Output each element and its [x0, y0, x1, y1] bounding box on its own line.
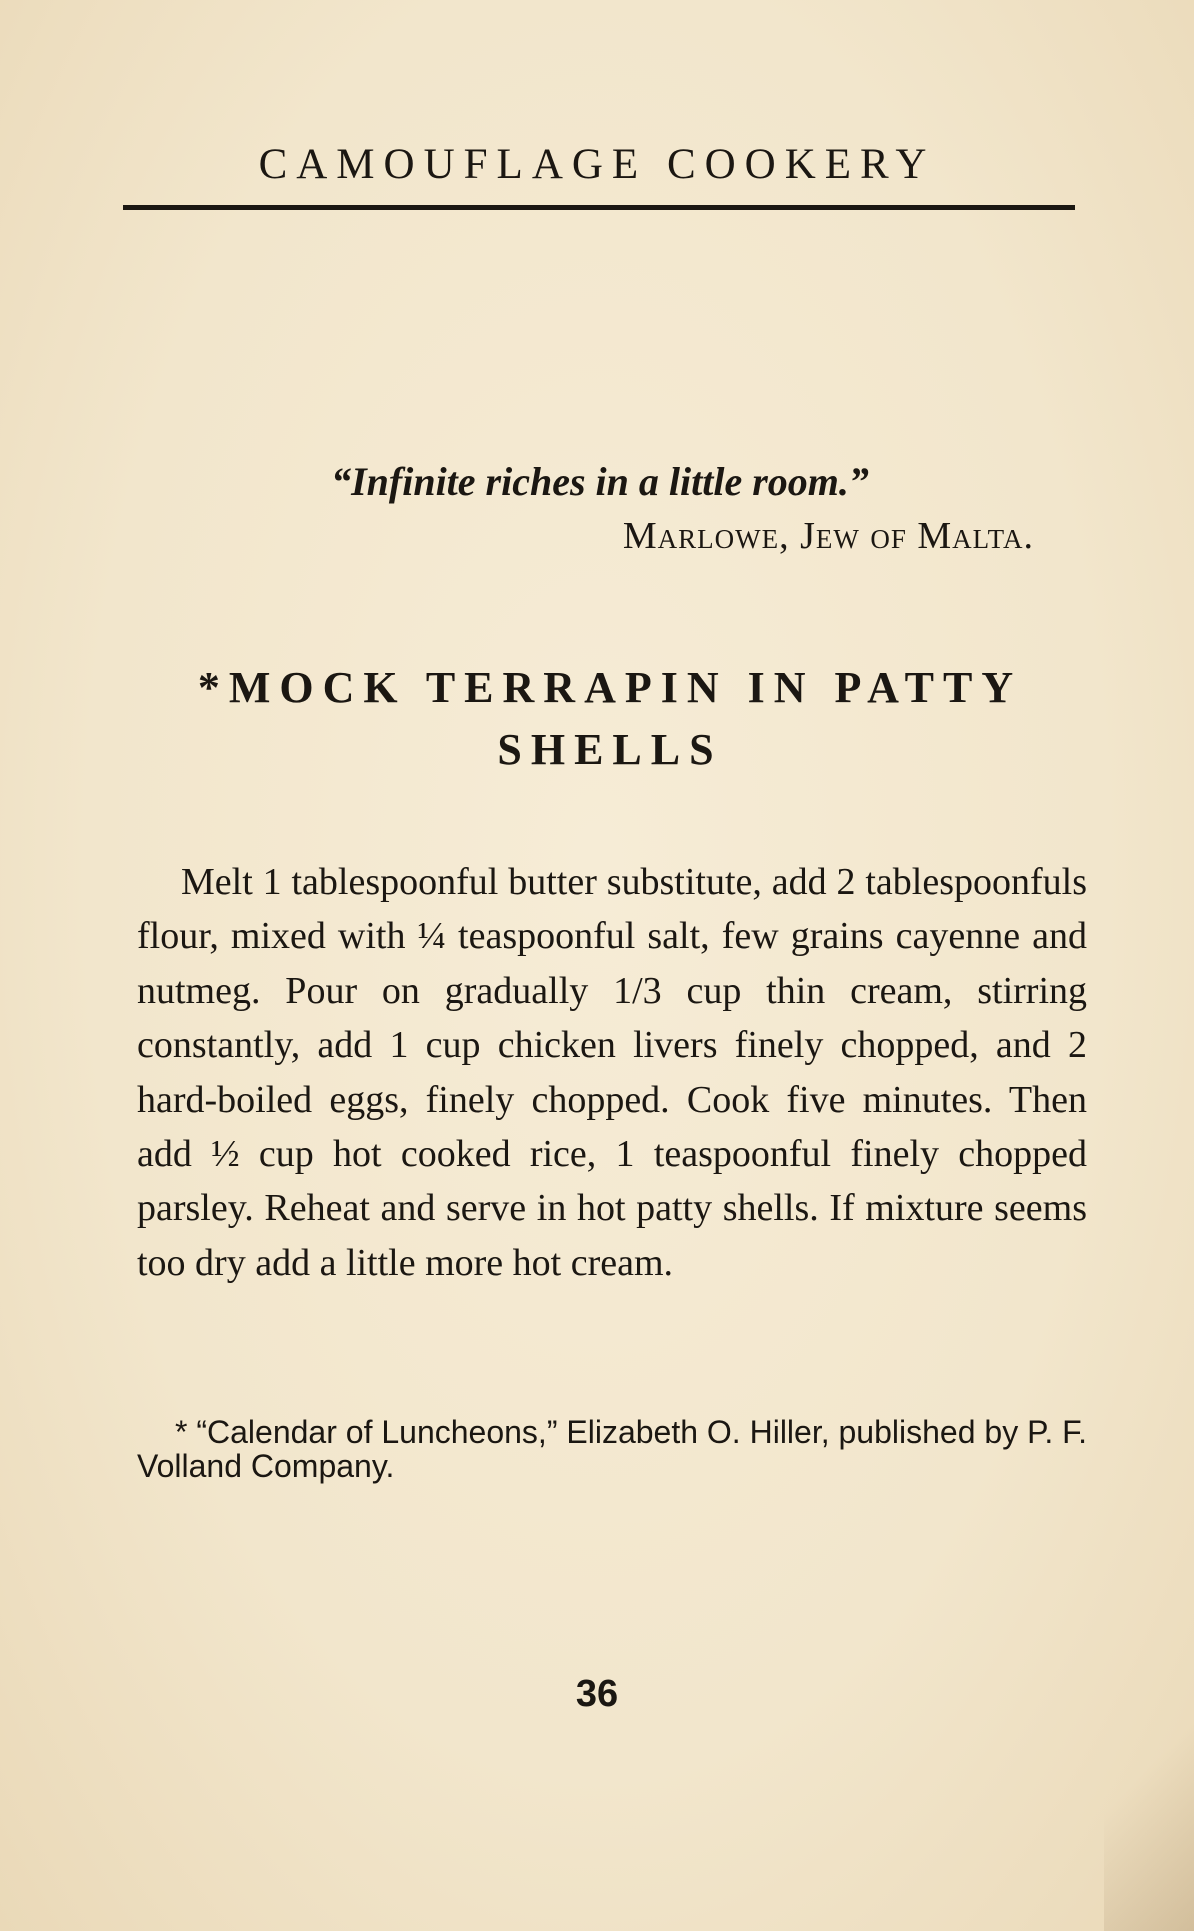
recipe-body: Melt 1 tablespoonful butter substitute, add 2 tablespoonfuls flour, mixed with ¼ teaspoonful salt, few grains cayenne and nutmeg. Pour on gradually 1/3 cup thin cream, stirring constantly, add 1 cup chicken livers finely chopped, and 2 hard-boiled eggs, finely chopped. Cook five minutes. Then add ½ cup hot cooked rice, 1 teaspoonful finely chopped parsley. Reheat and serve in hot patty shells. If mixture seems too dry add a little more hot cream.	[137, 861, 1087, 1284]
header-rule	[123, 205, 1075, 210]
page-number: 36	[575, 1673, 619, 1715]
footnote: * “Calendar of Luncheons,” Elizabeth O. Hiller, published by P. F. Volland Company.	[137, 1414, 1087, 1484]
recipe-title: *MOCK TERRAPIN IN PATTY SHELLS	[197, 663, 1023, 774]
epigraph-quote: “Infinite riches in a little room.”	[331, 459, 869, 504]
running-head: CAMOUFLAGE COOKERY	[258, 141, 936, 188]
epigraph-attribution: Marlowe, Jew of Malta.	[622, 515, 1034, 557]
